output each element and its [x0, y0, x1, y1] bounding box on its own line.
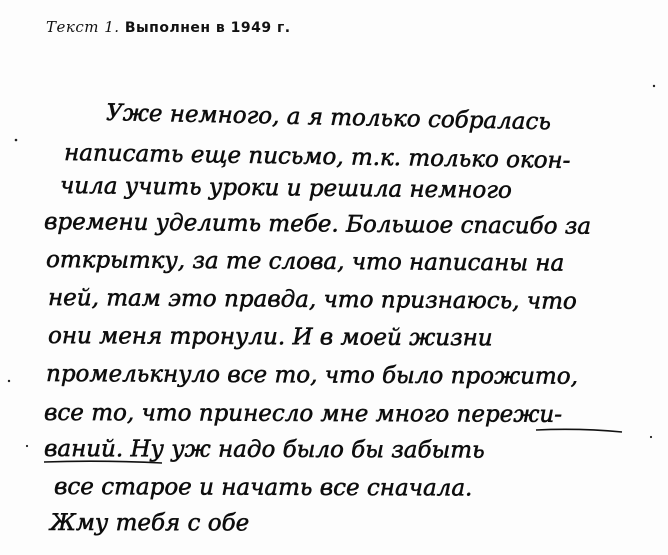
handwritten-lines — [44, 100, 591, 536]
handwriting-line: чила учить уроки и решила немного — [59, 173, 512, 204]
handwriting-line: ваний. Ну уж надо было бы забыть — [43, 436, 485, 464]
underline-stroke — [536, 429, 622, 432]
handwriting-line: промелькнуло все то, что было прожито, — [45, 361, 578, 390]
scan-speck — [8, 380, 10, 382]
handwriting-line: ней, там это правда, что признаюсь, что — [47, 285, 577, 315]
handwriting-line: написать еще письмо, т.к. только окон- — [63, 140, 571, 174]
scan-speck — [26, 445, 28, 447]
handwriting-line: Жму тебя с обе — [49, 510, 250, 537]
caption-label: Текст 1. — [46, 18, 120, 36]
handwriting-line: все старое и начать все сначала. — [53, 474, 473, 502]
handwriting-line: времени уделить тебе. Большое спасибо за — [43, 209, 592, 240]
scan-speck — [650, 436, 652, 438]
handwriting-line: открытку, за те слова, что написаны на — [45, 247, 565, 277]
scan-speck — [15, 139, 18, 142]
caption-date: Выполнен в 1949 г. — [124, 20, 291, 36]
handwriting-line: Уже немного, а я только собралась — [105, 100, 552, 136]
scan-speck — [653, 85, 655, 87]
handwriting-line: они меня тронули. И в моей жизни — [47, 323, 493, 352]
handwriting-line: все то, что принесло мне много пережи- — [43, 400, 563, 428]
